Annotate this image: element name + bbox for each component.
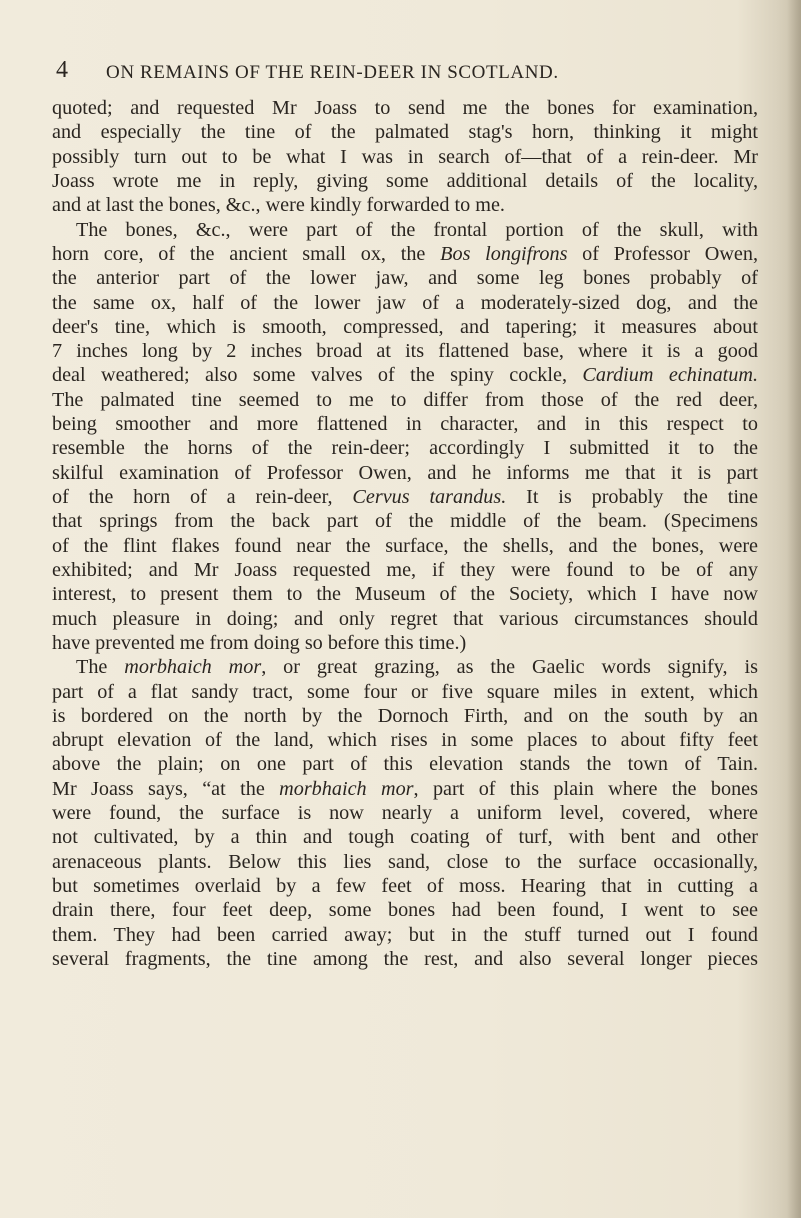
text-line: but sometimes overlaid by a few feet of moss. Hearing that in cutting a (52, 875, 758, 897)
text-line: of the horn of a rein-deer, Cervus tarandus. It is probably the tine (52, 486, 758, 508)
paragraph-start-line: The bones, &c., were part of the frontal portion of the skull, with (76, 218, 758, 241)
text-line: is bordered on the north by the Dornoch Firth, and on the south by an (52, 704, 758, 727)
text-line: abrupt elevation of the land, which rises in some places to about fifty feet (52, 729, 758, 752)
text-line: drain there, four feet deep, some bones had been found, I went to see (52, 899, 758, 922)
text-line: 7 inches long by 2 inches broad at its flattened base, where it is a good (52, 340, 758, 363)
italic-term: Cardium echinatum. (582, 364, 758, 387)
italic-term: morbhaich mor (124, 656, 262, 679)
page-number: 4 (56, 57, 68, 83)
text-line: them. They had been carried away; but in the stuff turned out I found (52, 923, 758, 946)
italic-term: Cervus tarandus. (352, 486, 507, 508)
text-line: have prevented me from doing so before this time.) (52, 631, 467, 654)
page-edge-shadow (787, 0, 801, 1218)
text-line: exhibited; and Mr Joass requested me, if they were found to be of any (52, 558, 758, 581)
text-line: deal weathered; also some valves of the spiny cockle, Cardium echinatum. (52, 364, 758, 387)
italic-term: Bos longifrons (440, 242, 568, 265)
text-line: Mr Joass says, “at the morbhaich mor, part of this plain where the bones (52, 777, 758, 800)
text-line: interest, to present them to the Museum of the Society, which I have now (52, 583, 758, 606)
text-line: above the plain; on one part of this elevation stands the town of Tain. (52, 753, 758, 776)
text-line: skilful examination of Professor Owen, and he informs me that it is part (52, 461, 758, 484)
text-line: that springs from the back part of the middle of the beam. (Specimens (52, 510, 758, 533)
text-line: possibly turn out to be what I was in search of—that of a rein-deer. Mr (52, 145, 758, 168)
text-line: and especially the tine of the palmated stag's horn, thinking it might (52, 121, 758, 144)
text-line: not cultivated, by a thin and tough coating of turf, with bent and other (52, 826, 758, 849)
text-line: resemble the horns of the rein-deer; accordingly I submitted it to the (52, 437, 758, 460)
text-line: Joass wrote me in reply, giving some additional details of the locality, (52, 169, 758, 192)
italic-term: morbhaich mor (279, 777, 414, 800)
text-line: The palmated tine seemed to me to differ from those of the red deer, (52, 388, 758, 411)
text-line: much pleasure in doing; and only regret that various circumstances should (52, 607, 758, 630)
text-line: several fragments, the tine among the rest, and also several longer pieces (52, 947, 758, 970)
running-title: ON REMAINS OF THE REIN-DEER IN SCOTLAND. (106, 62, 559, 83)
text-line: the anterior part of the lower jaw, and some leg bones probably of (52, 267, 758, 290)
paragraph-start-line: The morbhaich mor, or great grazing, as the Gaelic words signify, is (76, 656, 758, 679)
text-line: part of a flat sandy tract, some four or five square miles in extent, which (52, 680, 758, 703)
text-line: being smoother and more flattened in character, and in this respect to (52, 413, 758, 436)
body-text (52, 96, 758, 971)
page-header (56, 58, 756, 88)
text-line: arenaceous plants. Below this lies sand, close to the surface occasionally, (52, 850, 758, 873)
text-line: of the flint flakes found near the surface, the shells, and the bones, were (52, 534, 758, 557)
text-line: were found, the surface is now nearly a uniform level, covered, where (52, 802, 758, 825)
text-line: horn core, of the ancient small ox, the Bos longifrons of Professor Owen, (52, 242, 758, 265)
text-line: the same ox, half of the lower jaw of a moderately-sized dog, and the (52, 291, 758, 314)
text-line: and at last the bones, &c., were kindly forwarded to me. (52, 194, 505, 217)
text-line: quoted; and requested Mr Joass to send me the bones for examination, (52, 97, 758, 119)
text-line: deer's tine, which is smooth, compressed, and tapering; it measures about (52, 315, 758, 338)
